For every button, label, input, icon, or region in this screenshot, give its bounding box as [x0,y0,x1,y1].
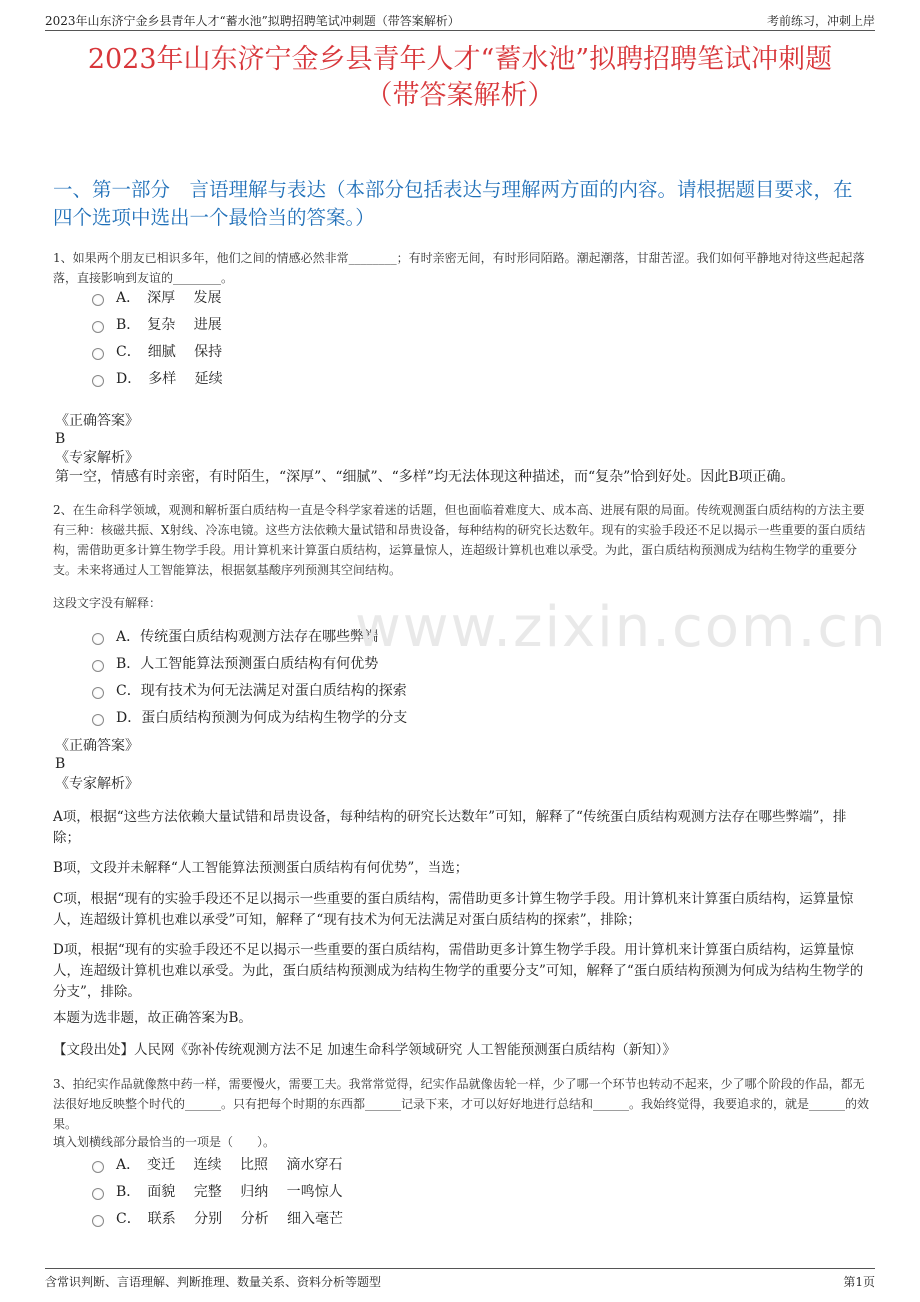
q2-option-b[interactable]: B．人工智能算法预测蛋白质结构有何优势 [92,654,378,674]
q2-stem: 2、在生命科学领域，观测和解析蛋白质结构一直是令科学家着迷的话题，但也面临着难度大、成本高、进展有限的局面。传统观测蛋白质结构的方法主要有三种：核磁共振、X射线、冷冻电镜。这些方法依赖大量试错和昂贵设备，每种结构的研究长达数年。现有的实验手段还不足以揭示一些重要的蛋白质结构，需借助更多计算生物学手段。用计算机来计算蛋白质结构，运算量惊人，连超级计算机也难以承受。为此，蛋白质结构预测成为结构生物学的重要分支。未来将通过人工智能算法，根据氨基酸序列预测其空间结构。 [53,503,866,577]
q1-option-b[interactable]: B． 复杂 进展 [92,315,222,335]
title-line-2: （带答案解析） [365,80,555,111]
watermark: www.zixin.com.cn [355,595,888,660]
q2-answer: B [55,756,66,772]
page-title [20,42,900,114]
q3-option-a[interactable]: A． 变迁 连续 比照 滴水穿石 [92,1155,342,1175]
q2-analysis-label: 《专家解析》 [55,776,139,792]
q2-source: 【文段出处】人民网《弥补传统观测方法不足 加速生命科学领域研究 人工智能预测蛋白质结构（新知）》 [53,1042,676,1058]
q1-option-c[interactable]: C． 细腻 保持 [92,342,222,362]
q3-stem: 3、拍纪实作品就像熬中药一样，需要慢火，需要工夫。我常常觉得，纪实作品就像齿轮一样，少了哪一个环节也转动不起来，少了哪个阶段的作品，都无法很好地反映整个时代的______。只有把每个时期的东西都______记录下来，才可以好好地进行总结和______。我始终觉得，我要追求的，就是______的效果。 [53,1077,870,1131]
q2-analysis-a: A项，根据“这些方法依赖大量试错和昂贵设备，每种结构的研究长达数年”可知，解释了“传统蛋白质结构观测方法存在哪些弊端”，排除； [53,809,847,846]
q2-answer-label: 《正确答案》 [55,738,139,754]
q1-stem: 1、如果两个朋友已相识多年，他们之间的情感必然非常________；有时亲密无间，有时形同陌路。潮起潮落，甘甜苦涩。我们如何平静地对待这些起起落落，直接影响到友谊的________。 [53,251,865,285]
q3-option-b[interactable]: B． 面貌 完整 归纳 一鸣惊人 [92,1182,343,1202]
radio-icon[interactable] [92,348,104,360]
radio-icon[interactable] [92,714,104,726]
page-footer [45,1268,875,1291]
q2-conclusion: 本题为选非题，故正确答案为B。 [53,1010,252,1026]
radio-icon[interactable] [92,294,104,306]
q1-option-d[interactable]: D． 多样 延续 [92,369,223,389]
q2-analysis-b: B项，文段并未解释“人工智能算法预测蛋白质结构有何优势”，当选； [53,860,469,876]
q2-analysis-c: C项，根据“现有的实验手段还不足以揭示一些重要的蛋白质结构，需借助更多计算生物学手段。用计算机来计算蛋白质结构，运算量惊人，连超级计算机也难以承受”可知，解释了“现有技术为何无法满足对蛋白质结构的探索”，排除； [53,891,854,928]
q3-prompt: 填入划横线部分最恰当的一项是（ ）。 [53,1135,276,1149]
q2-option-d[interactable]: D．蛋白质结构预测为何成为结构生物学的分支 [92,708,407,728]
q1-analysis-label: 《专家解析》 [55,450,139,466]
radio-icon[interactable] [92,1188,104,1200]
q1-answer-label: 《正确答案》 [55,413,139,429]
title-line-1: 2023年山东济宁金乡县青年人才“蓄水池”拟聘招聘笔试冲刺题 [87,44,833,75]
q1-option-a[interactable]: A． 深厚 发展 [92,288,222,308]
page-number: 第1页 [843,1275,875,1289]
header-doc-title: 2023年山东济宁金乡县青年人才“蓄水池”拟聘招聘笔试冲刺题（带答案解析） [45,14,460,28]
q1-analysis: 第一空，情感有时亲密，有时陌生，“深厚”、“细腻”、“多样”均无法体现这种描述，而“复杂”恰到好处。因此B项正确。 [55,469,795,485]
footer-topics: 含常识判断、言语理解、判断推理、数量关系、资料分析等题型 [45,1275,382,1289]
q1-answer: B [55,431,66,447]
radio-icon[interactable] [92,375,104,387]
q3-option-c[interactable]: C． 联系 分别 分析 细入毫芒 [92,1209,343,1229]
radio-icon[interactable] [92,633,104,645]
radio-icon[interactable] [92,687,104,699]
header-slogan: 考前练习，冲刺上岸 [766,14,875,28]
page-header [45,10,875,31]
q2-prompt: 这段文字没有解释： [53,596,162,610]
q2-option-a[interactable]: A．传统蛋白质结构观测方法存在哪些弊端 [92,627,378,647]
radio-icon[interactable] [92,1215,104,1227]
section-heading: 一、第一部分 言语理解与表达（本部分包括表达与理解两方面的内容。请根据题目要求，在四个选项中选出一个最恰当的答案。） [53,178,853,229]
q2-analysis-d: D项，根据“现有的实验手段还不足以揭示一些重要的蛋白质结构，需借助更多计算生物学手段。用计算机来计算蛋白质结构，运算量惊人，连超级计算机也难以承受。为此，蛋白质结构预测成为结构生物学的重要分支”可知，解释了“蛋白质结构预测为何成为结构生物学的分支”，排除。 [53,942,864,1000]
radio-icon[interactable] [92,321,104,333]
radio-icon[interactable] [92,660,104,672]
q2-option-c[interactable]: C．现有技术为何无法满足对蛋白质结构的探索 [92,681,407,701]
radio-icon[interactable] [92,1161,104,1173]
